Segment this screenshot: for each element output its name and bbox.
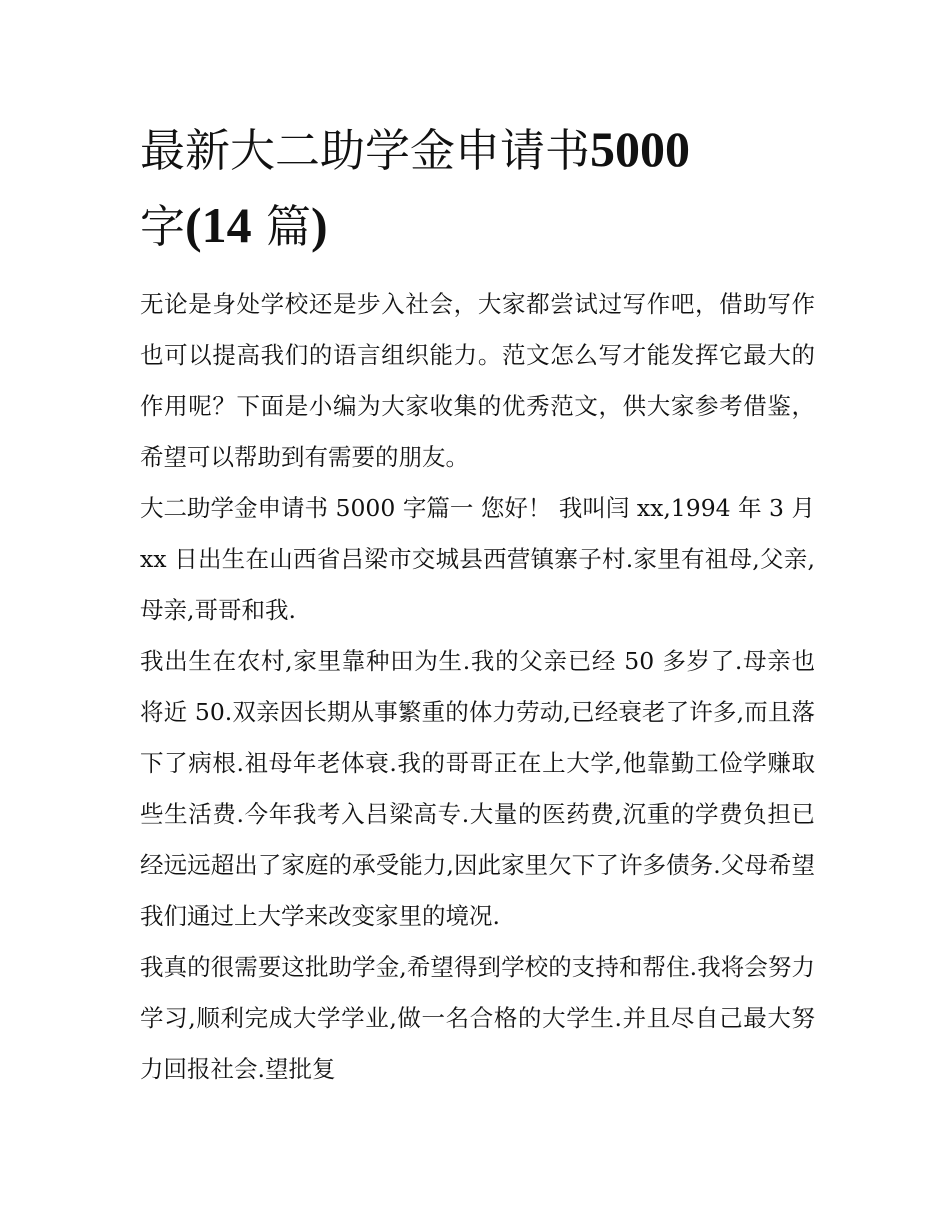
paragraph-introduction-self: 大二助学金申请书 5000 字篇一 您好！ 我叫闫 xx,1994 年 3 月 xx 日出生在山西省吕梁市交城县西营镇寨子村.家里有祖母,父亲,母亲,哥哥和我. [140, 494, 815, 624]
title-text-3: 篇 [265, 200, 311, 253]
paragraph-request: 我真的很需要这批助学金,希望得到学校的支持和帮住.我将会努力学习,顺利完成大学学业,做一名合格的大学生.并且尽自己最大努力回报社会.望批复 [140, 953, 815, 1083]
title-close-paren: ) [311, 197, 328, 253]
title-number: 5000 [590, 121, 691, 177]
paragraph-family-situation: 我出生在农村,家里靠种田为生.我的父亲已经 50 多岁了.母亲也将近 50.双亲因长期从事繁重的体力劳动,已经衰老了许多,而且落下了病根.祖母年老体衰.我的哥哥正在上大学,他靠勤工俭学赚取些生活费.今年我考入吕梁高专.大量的医药费,沉重的学费负担已经远远超出了家庭的承受能力,因此家里欠下了许多债务.父母希望我们通过上大学来改变家里的境况. [140, 647, 815, 930]
title-text-1: 最新大二助学金申请书 [140, 124, 591, 177]
document-page [140, 112, 815, 1095]
document-title [140, 112, 815, 264]
title-count: (14 [185, 197, 252, 253]
title-text-2: 字 [140, 200, 186, 253]
paragraph-intro: 无论是身处学校还是步入社会，大家都尝试过写作吧，借助写作也可以提高我们的语言组织能力。范文怎么写才能发挥它最大的作用呢？下面是小编为大家收集的优秀范文，供大家参考借鉴，希望可以帮助到有需要的朋友。 [140, 290, 815, 471]
